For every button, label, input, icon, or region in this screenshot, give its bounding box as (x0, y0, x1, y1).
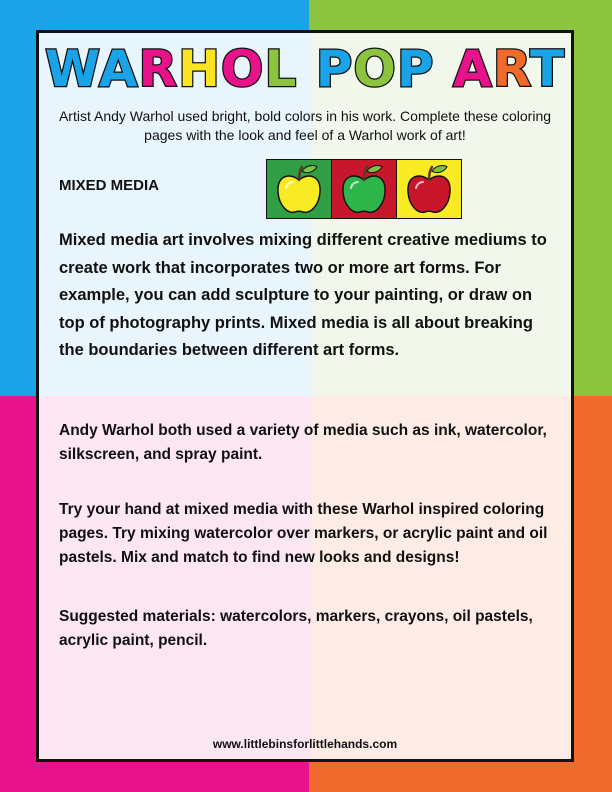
title-letter: A (98, 40, 139, 98)
title-letter: A (452, 40, 493, 98)
section-heading: MIXED MEDIA (59, 177, 160, 194)
title-letter: T (529, 40, 566, 98)
intro-text: Artist Andy Warhol used bright, bold colors in his work. Complete these coloring pages with the look and feel of a Warhol work of art! (58, 108, 552, 143)
paragraph-try-mixed-media: Try your hand at mixed media with these Warhol inspired coloring pages. Try mixing watercolor over markers, or acrylic paint and oil pastels. Mix and match to find new looks and designs! (59, 501, 548, 566)
title-letter: L (264, 40, 298, 98)
paragraph-warhol-media: Andy Warhol both used a variety of media such as ink, watercolor, silkscreen, and spray paint. (59, 422, 547, 463)
title-letter: P (315, 40, 354, 98)
title-letter: H (178, 40, 221, 98)
apple-icon (274, 162, 324, 216)
title-letter (435, 40, 453, 98)
page-title (39, 37, 571, 101)
apple-triptych (266, 159, 462, 219)
title-letter: W (44, 40, 99, 98)
paragraph-suggested-materials: Suggested materials: watercolors, markers, crayons, oil pastels, acrylic paint, pencil. (59, 608, 533, 649)
content-panel (36, 30, 574, 762)
title-letter: O (353, 40, 397, 98)
apple-panel (331, 160, 396, 218)
title-letter (297, 40, 315, 98)
title-letter: O (220, 40, 265, 98)
title-letter: R (138, 40, 179, 98)
apple-panel (396, 160, 461, 218)
apple-panel (267, 160, 331, 218)
apple-icon (339, 162, 389, 216)
paragraph-mixed-media: Mixed media art involves mixing different creative mediums to create work that incorporates two or more art forms. For example, you can add sculpture to your painting, or draw on top of photography prints. Mixed media is all about breaking the boundaries between different art forms. (59, 231, 547, 359)
title-letter: R (492, 40, 530, 98)
title-letter: P (396, 40, 435, 98)
footer-url[interactable]: www.littlebinsforlittlehands.com (212, 737, 398, 751)
apple-icon (404, 162, 454, 216)
